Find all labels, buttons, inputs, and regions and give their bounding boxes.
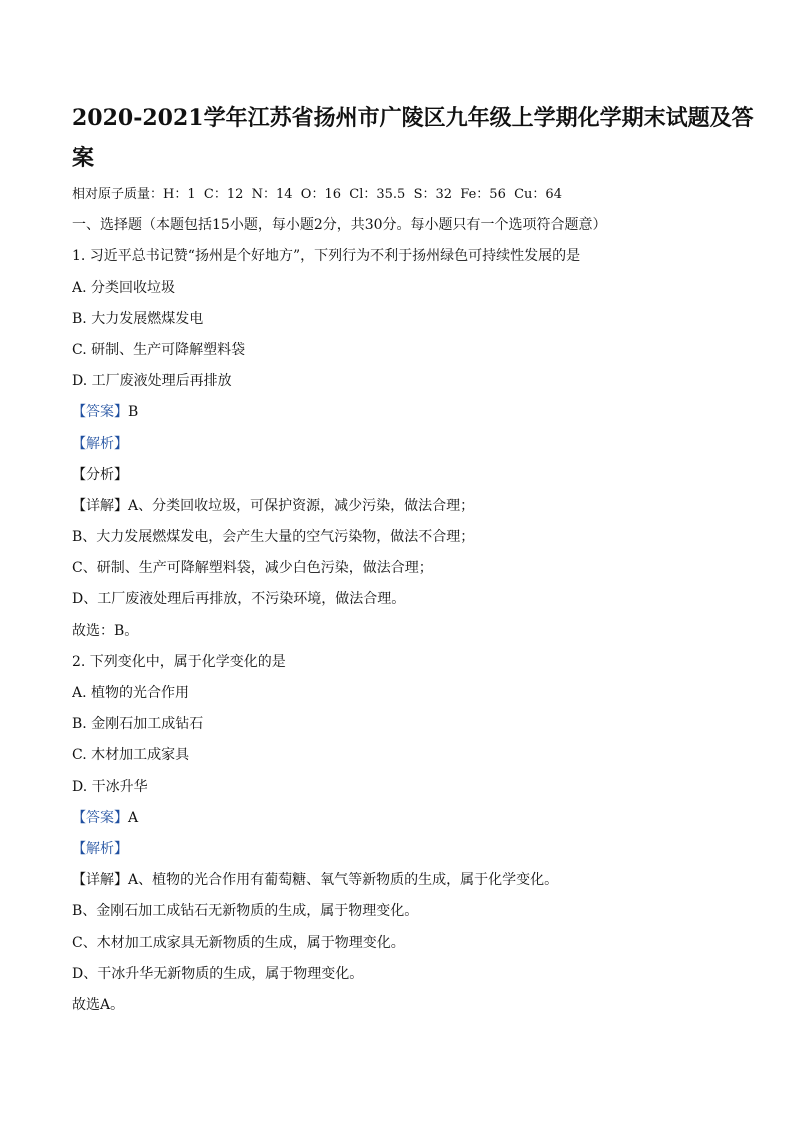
question-2-option-c: C. 木材加工成家具 xyxy=(72,747,190,764)
document-title xyxy=(72,98,754,178)
question-1-answer-line xyxy=(72,397,772,428)
question-2-answer-line xyxy=(72,803,772,834)
question-1-stem: 1. 习近平总书记赞“扬州是个好地方”，下列行为不利于扬州绿色可持续性发展的是 xyxy=(72,248,581,265)
question-1-option-d: D. 工厂废液处理后再排放 xyxy=(72,373,232,390)
question-1-detail-line-1 xyxy=(72,491,772,522)
detail-label: 【详解】 xyxy=(72,497,128,514)
question-2-analysis-line xyxy=(72,834,772,865)
analysis-label: 【解析】 xyxy=(72,435,128,452)
question-1-option-a: A. 分类回收垃圾 xyxy=(72,279,176,296)
question-2-option-a: A. 植物的光合作用 xyxy=(72,685,190,701)
answer-label: 【答案】 xyxy=(72,809,128,826)
question-1-option-b: B. 大力发展燃煤发电 xyxy=(72,310,204,327)
question-1-detail-line-3: C、研制、生产可降解塑料袋，减少白色污染，做法合理； xyxy=(72,560,433,577)
answer-label: 【答案】 xyxy=(72,404,128,421)
answer-value: B xyxy=(128,404,139,421)
question-2-detail-line-3: C、木材加工成家具无新物质的生成，属于物理变化。 xyxy=(72,934,405,951)
detail-label: 【详解】 xyxy=(72,872,128,889)
question-2-option-d: D. 干冰升华 xyxy=(72,778,148,795)
question-2-conclusion: 故选A。 xyxy=(72,996,125,1013)
document-body xyxy=(72,179,772,1021)
title-line-2: 案 xyxy=(72,145,95,171)
question-1-detail-line-4: D、工厂废液处理后再排放，不污染环境，做法合理。 xyxy=(72,591,406,608)
question-2-stem: 2. 下列变化中，属于化学变化的是 xyxy=(72,653,286,670)
analysis-label: 【解析】 xyxy=(72,840,128,857)
answer-value: A xyxy=(128,809,139,826)
detail-text: A、植物的光合作用有葡萄糖、氧气等新物质的生成，属于化学变化。 xyxy=(128,872,559,889)
atomic-masses: 相对原子质量：H：1 C：12 N：14 O：16 Cl：35.5 S：32 Fe：56 Cu：64 xyxy=(72,187,562,202)
title-line-1: 2020-2021学年江苏省扬州市广陵区九年级上学期化学期末试题及答 xyxy=(72,105,754,131)
question-1-analysis-line xyxy=(72,429,772,460)
question-2-detail-line-1 xyxy=(72,865,772,896)
reasoning-label: 【分析】 xyxy=(72,466,128,483)
question-1-conclusion: 故选：B。 xyxy=(72,622,139,639)
question-2-option-b: B. 金刚石加工成钻石 xyxy=(72,716,204,733)
question-2-detail-line-4: D、干冰升华无新物质的生成，属于物理变化。 xyxy=(72,965,364,982)
question-2-detail-line-2: B、金刚石加工成钻石无新物质的生成，属于物理变化。 xyxy=(72,903,419,920)
question-1-option-c: C. 研制、生产可降解塑料袋 xyxy=(72,341,246,358)
question-1-detail-line-2: B、大力发展燃煤发电，会产生大量的空气污染物，做法不合理； xyxy=(72,529,475,546)
detail-text: A、分类回收垃圾，可保护资源，减少污染，做法合理； xyxy=(128,497,475,514)
section-heading: 一、选择题（本题包括15小题，每小题2分，共30分。每小题只有一个选项符合题意） xyxy=(72,217,607,234)
question-1-reasoning-line xyxy=(72,460,772,491)
